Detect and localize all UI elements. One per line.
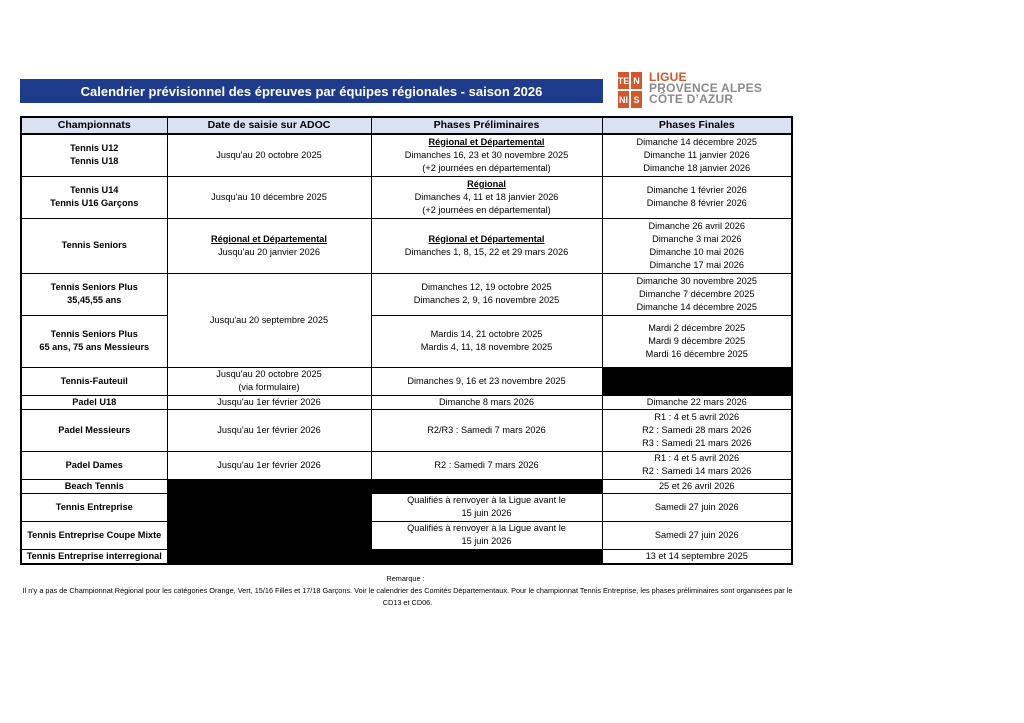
schedule-table [20, 116, 793, 565]
remark-heading: Remarque : [386, 574, 425, 583]
finales-cell [602, 493, 792, 521]
table-row [21, 479, 792, 493]
saisie-cell [167, 176, 371, 218]
finales-cell [602, 451, 792, 479]
cell-line: Dimanche 26 avril 2026 [648, 220, 746, 231]
cell-line: Jusqu'au 1er février 2026 [217, 396, 321, 407]
finales-cell [602, 549, 792, 564]
cell-line: Régional [467, 178, 506, 189]
prelim-cell [371, 367, 602, 395]
cell-line: 65 ans, 75 ans Messieurs [39, 342, 150, 352]
cell-line: 35,45,55 ans [67, 295, 122, 305]
championnat-cell [21, 493, 167, 521]
championnat-cell [21, 479, 167, 493]
championnat-cell [21, 273, 167, 315]
saisie-cell [167, 395, 371, 409]
cell-line: Mardis 4, 11, 18 novembre 2025 [420, 342, 553, 352]
cell-line: Tennis Entreprise interregional [26, 550, 162, 561]
logo-line: CÔTE D’AZUR [649, 92, 734, 106]
saisie-cell [167, 134, 371, 176]
cell-line: 15 juin 2026 [461, 508, 512, 518]
finales-cell [602, 521, 792, 549]
table-row [21, 451, 792, 479]
cell-line: R1 : 4 et 5 avril 2026 [654, 453, 740, 463]
table-row [21, 134, 792, 176]
prelim-cell [371, 395, 602, 409]
finales-cell [602, 409, 792, 451]
championnat-cell [21, 409, 167, 451]
prelim-cell [371, 176, 602, 218]
cell-line: Padel Messieurs [58, 424, 131, 435]
league-logo [618, 72, 778, 110]
table-row [21, 367, 792, 395]
col-header-finales: Phases Finales [602, 117, 792, 134]
cell-line: Jusqu'au 20 octobre 2025 [216, 149, 322, 160]
cell-line: Tennis U18 [70, 156, 119, 167]
logo-tile: NI [618, 91, 629, 108]
cell-line: Mardis 14, 21 octobre 2025 [430, 329, 543, 339]
table-header-row [21, 117, 792, 134]
saisie-cell [167, 451, 371, 479]
table-row [21, 549, 792, 564]
cell-line: Régional et Départemental [428, 233, 545, 244]
cell-line: 25 et 26 avril 2026 [658, 480, 735, 491]
saisie-cell [167, 409, 371, 451]
cell-line: Mardi 16 décembre 2025 [645, 348, 748, 359]
cell-line: Dimanche 8 février 2026 [646, 198, 747, 208]
championnat-cell [21, 176, 167, 218]
cell-line: Jusqu'au 1er février 2026 [217, 459, 321, 470]
table-row [21, 409, 792, 451]
table-row [21, 395, 792, 409]
cell-line: Beach Tennis [64, 480, 124, 491]
cell-line: Padel U18 [72, 396, 117, 407]
cell-line: Qualifiés à renvoyer à la Ligue avant le [407, 495, 566, 505]
table-row [21, 218, 792, 273]
logo-tile: S [631, 91, 642, 108]
cell-line: Mardi 2 décembre 2025 [648, 322, 746, 333]
table-row [21, 521, 792, 549]
championnat-cell [21, 218, 167, 273]
cell-line: R2 : Samedi 7 mars 2026 [434, 459, 539, 470]
finales-cell [602, 273, 792, 315]
cell-line: Dimanche 22 mars 2026 [646, 396, 747, 407]
empty-blacked-cell [167, 479, 371, 493]
championnat-cell [21, 451, 167, 479]
finales-cell [602, 479, 792, 493]
cell-line: Samedi 27 juin 2026 [654, 529, 739, 540]
saisie-cell [167, 273, 371, 367]
finales-cell [602, 315, 792, 367]
prelim-cell [371, 134, 602, 176]
cell-line: Jusqu'au 10 décembre 2025 [211, 191, 327, 202]
cell-line: (+2 journées en départemental) [422, 162, 551, 173]
cell-line: Mardi 9 décembre 2025 [648, 335, 746, 346]
cell-line: Dimanche 30 novembre 2025 [636, 275, 758, 286]
table-row [21, 273, 792, 315]
page-title [20, 79, 603, 103]
remark-block [20, 573, 791, 609]
cell-line: Dimanches 1, 8, 15, 22 et 29 mars 2026 [404, 246, 569, 257]
cell-line: Tennis-Fauteuil [60, 375, 128, 386]
cell-line: Tennis Entreprise [55, 501, 133, 512]
cell-line: Tennis U12 [70, 143, 119, 154]
empty-blacked-cell [371, 549, 602, 564]
cell-line: R3 : Samedi 21 mars 2026 [642, 437, 752, 448]
prelim-cell [371, 451, 602, 479]
cell-line: Dimanche 18 janvier 2026 [643, 162, 751, 173]
championnat-cell [21, 395, 167, 409]
prelim-cell [371, 493, 602, 521]
remark-text: Il n'y a pas de Championnat Régional pour les catégories Orange, Vert, 15/16 Filles et 17/18 Garçons. Voir le calendrier des Comités Départementaux. Pour le championnat Tennis Entreprise, les phases préliminaires sont organisées par le CD13 et CD06. [22, 586, 793, 607]
cell-line: Tennis Entreprise Coupe Mixte [27, 529, 162, 540]
finales-cell [602, 218, 792, 273]
logo-wordmark [649, 72, 762, 105]
cell-line: Jusqu'au 20 septembre 2025 [209, 314, 329, 325]
prelim-cell [371, 273, 602, 315]
logo-tile: N [631, 72, 642, 89]
cell-line: 13 et 14 septembre 2025 [645, 550, 748, 561]
col-header-saisie: Date de saisie sur ADOC [167, 117, 371, 134]
cell-line: (via formulaire) [238, 382, 300, 392]
cell-line: Jusqu'au 1er février 2026 [217, 424, 321, 435]
cell-line: R1 : 4 et 5 avril 2026 [654, 411, 740, 422]
empty-blacked-cell [371, 479, 602, 493]
col-header-championnats: Championnats [21, 117, 167, 134]
logo-tile: TE [618, 72, 629, 89]
cell-line: Dimanche 14 décembre 2025 [636, 301, 758, 312]
cell-line: Tennis Seniors Plus [50, 329, 138, 339]
empty-blacked-cell [167, 521, 371, 549]
cell-line: Jusqu'au 20 octobre 2025 [216, 369, 322, 379]
championnat-cell [21, 549, 167, 564]
saisie-cell [167, 367, 371, 395]
cell-line: R2/R3 : Samedi 7 mars 2026 [427, 424, 546, 435]
cell-line: Dimanche 17 mai 2026 [649, 259, 744, 270]
col-header-preliminaires: Phases Préliminaires [371, 117, 602, 134]
championnat-cell [21, 315, 167, 367]
finales-cell [602, 395, 792, 409]
cell-line: Dimanches 12, 19 octobre 2025 [421, 282, 552, 292]
cell-line: Dimanche 7 décembre 2025 [639, 288, 755, 299]
empty-blacked-cell [167, 493, 371, 521]
cell-line: Qualifiés à renvoyer à la Ligue avant le [407, 523, 566, 533]
cell-line: Dimanches 9, 16 et 23 novembre 2025 [407, 375, 566, 386]
championnat-cell [21, 134, 167, 176]
cell-line: R2 : Samedi 28 mars 2026 [642, 424, 752, 435]
cell-line: Dimanche 3 mai 2026 [652, 233, 742, 244]
cell-line: Tennis Seniors [61, 240, 127, 250]
saisie-cell [167, 218, 371, 273]
cell-line: Dimanche 1 février 2026 [646, 185, 747, 195]
cell-line: Dimanche 14 décembre 2025 [636, 136, 758, 147]
championnat-cell [21, 367, 167, 395]
championnat-cell [21, 521, 167, 549]
cell-line: 15 juin 2026 [461, 536, 512, 546]
cell-line: Régional et Départemental [211, 233, 327, 244]
prelim-cell [371, 315, 602, 367]
cell-line: Dimanches 2, 9, 16 novembre 2025 [413, 295, 560, 305]
cell-line: Dimanches 16, 23 et 30 novembre 2025 [404, 149, 569, 160]
cell-line: Tennis U16 Garçons [50, 198, 139, 208]
cell-line: Dimanche 8 mars 2026 [439, 396, 534, 407]
page-title-text: Calendrier prévisionnel des épreuves par équipes régionales - saison 2026 [80, 83, 543, 99]
cell-line: (+2 journées en départemental) [422, 204, 551, 215]
empty-blacked-cell [602, 367, 792, 395]
finales-cell [602, 176, 792, 218]
cell-line: R2 : Samedi 14 mars 2026 [642, 466, 752, 476]
cell-line: Padel Dames [65, 459, 123, 470]
cell-line: Tennis U14 [70, 185, 119, 195]
prelim-cell [371, 218, 602, 273]
table-row [21, 176, 792, 218]
table-row [21, 315, 792, 367]
cell-line: Tennis Seniors Plus [50, 282, 138, 292]
prelim-cell [371, 409, 602, 451]
empty-blacked-cell [167, 549, 371, 564]
logo-line: LIGUE [649, 70, 687, 84]
cell-line: Dimanche 10 mai 2026 [649, 246, 744, 257]
cell-line: Dimanches 4, 11 et 18 janvier 2026 [414, 191, 559, 202]
cell-line: Samedi 27 juin 2026 [654, 501, 739, 512]
prelim-cell [371, 521, 602, 549]
cell-line: Régional et Départemental [428, 136, 545, 147]
finales-cell [602, 134, 792, 176]
table-row [21, 493, 792, 521]
cell-line: Dimanche 11 janvier 2026 [643, 149, 750, 160]
logo-line: PROVENCE ALPES [649, 81, 763, 95]
cell-line: Jusqu'au 20 janvier 2026 [218, 246, 320, 257]
